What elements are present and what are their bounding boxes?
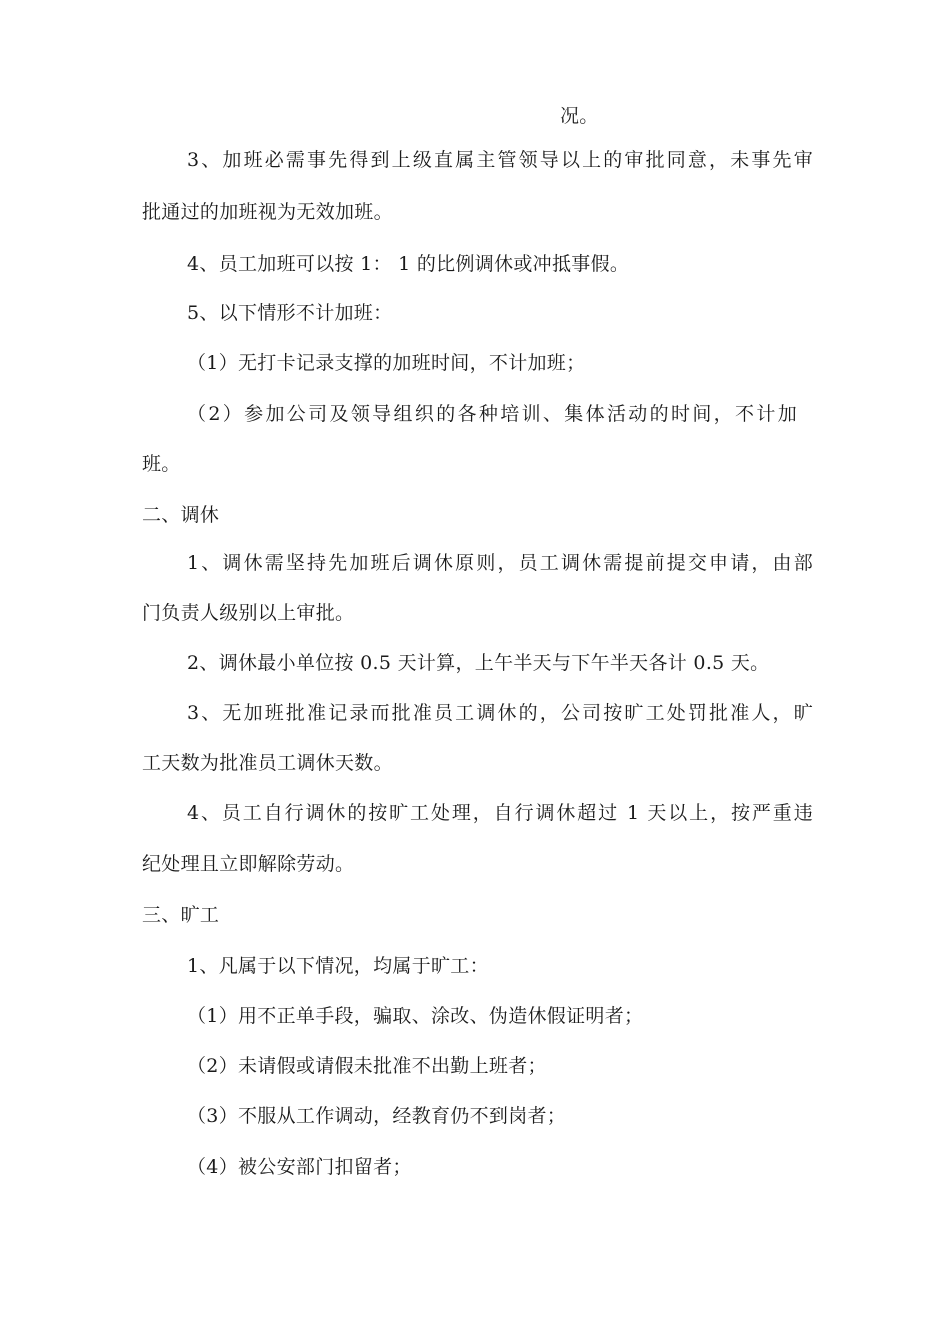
text-line: 1、凡属于以下情况，均属于旷工： [187,955,489,977]
text-line: （1）用不正单手段，骗取、涂改、伪造休假证明者； [187,1005,644,1027]
text-line: 1、调休需坚持先加班后调休原则，员工调休需提前提交申请，由部 [187,552,813,574]
text-line: 4、员工自行调休的按旷工处理，自行调休超过 1 天以上，按严重违 [187,802,813,824]
text-line: 5、以下情形不计加班： [187,302,393,324]
text-line: 3、无加班批准记录而批准员工调休的，公司按旷工处罚批准人，旷 [187,702,813,724]
section-heading: 三、旷工 [142,904,220,926]
text-line: 2、调休最小单位按 0.5 天计算，上午半天与下午半天各计 0.5 天。 [187,652,770,674]
text-line: （1）无打卡记录支撑的加班时间，不计加班； [187,352,586,374]
text-line: 班。 [142,453,181,475]
section-heading: 二、调休 [142,504,220,526]
text-line: 纪处理且立即解除劳动。 [142,853,355,875]
text-line: （4）被公安部门扣留者； [187,1156,412,1178]
text-line: （2）参加公司及领导组织的各种培训、集体活动的时间，不计加 [187,403,797,425]
text-line: 4、员工加班可以按 1： 1 的比例调休或冲抵事假。 [187,253,630,275]
text-line: 门负责人级别以上审批。 [142,602,355,624]
text-line: 况。 [560,105,599,127]
text-line: 批通过的加班视为无效加班。 [142,201,393,223]
text-line: （3）不服从工作调动，经教育仍不到岗者； [187,1105,567,1127]
text-line: 工天数为批准员工调休天数。 [142,752,393,774]
text-line: （2）未请假或请假未批准不出勤上班者； [187,1055,547,1077]
text-line: 3、加班必需事先得到上级直属主管领导以上的审批同意，未事先审 [187,149,813,171]
